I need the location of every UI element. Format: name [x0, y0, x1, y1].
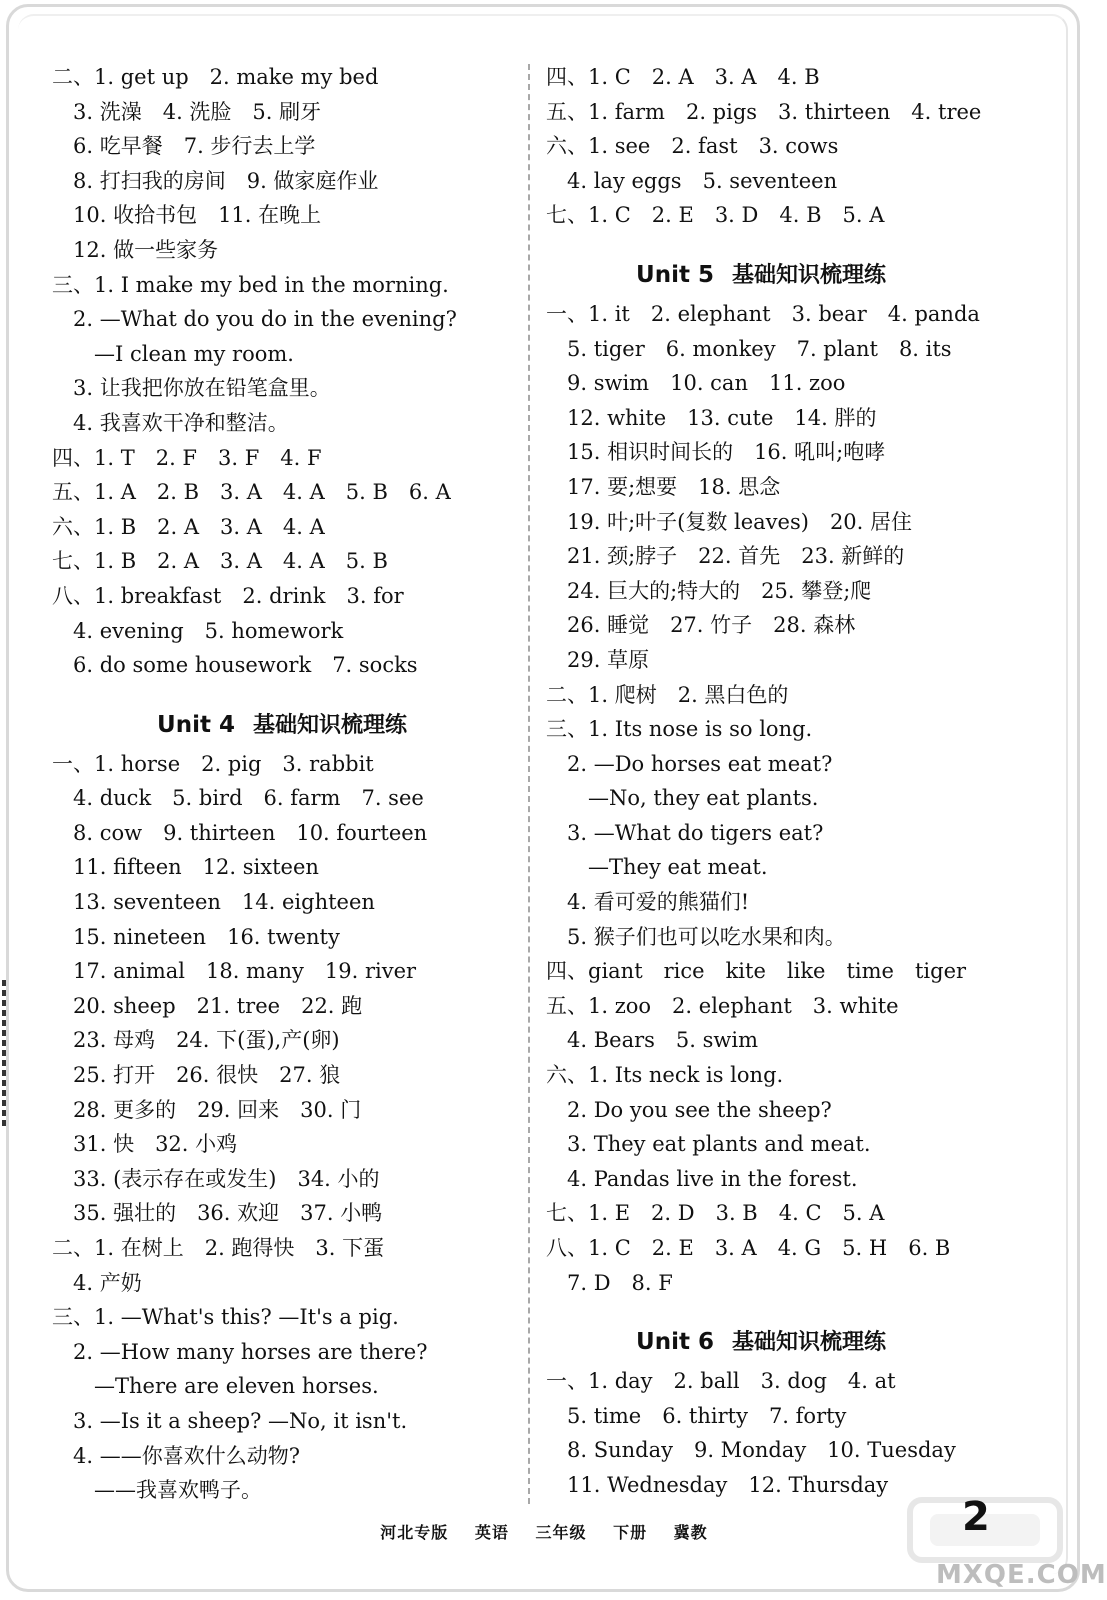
answer-line: 三、1. —What's this? —It's a pig.: [52, 1305, 399, 1330]
answer-line: 八、1. C 2. E 3. A 4. G 5. H 6. B: [546, 1236, 951, 1260]
answer-line: 28. 更多的 29. 回来 30. 门: [52, 1097, 362, 1122]
answer-line: 四、giant rice kite like time tiger: [546, 959, 967, 984]
answer-line: 三、1. I make my bed in the morning.: [52, 272, 449, 297]
answer-line: 12. 做一些家务: [52, 237, 219, 262]
answer-line: 4. 我喜欢干净和整洁。: [52, 410, 289, 435]
answer-line: 四、1. C 2. A 3. A 4. B: [546, 65, 820, 89]
answer-line: 二、1. 爬树 2. 黑白色的: [546, 682, 789, 707]
answer-line: 三、1. Its nose is so long.: [546, 717, 813, 742]
answer-line: ——我喜欢鸭子。: [52, 1478, 262, 1503]
answer-line: 4. ——你喜欢什么动物?: [52, 1443, 300, 1468]
page-number: 2: [962, 1494, 990, 1540]
answer-line: 4. 看可爱的熊猫们!: [546, 890, 750, 915]
answer-line: 一、1. it 2. elephant 3. bear 4. panda: [546, 301, 980, 326]
answer-line: 2. —Do horses eat meat?: [546, 751, 833, 776]
answer-line: 3. —What do tigers eat?: [546, 820, 824, 845]
answer-line: 23. 母鸡 24. 下(蛋),产(卵): [52, 1028, 340, 1053]
answer-line: 二、1. 在树上 2. 跑得快 3. 下蛋: [52, 1236, 385, 1260]
answer-line: —There are eleven horses.: [52, 1374, 379, 1399]
answer-line: 4. evening 5. homework: [52, 618, 344, 643]
right-column: [546, 60, 982, 1503]
answer-line: 33. (表示存在或发生) 34. 小的: [52, 1166, 380, 1191]
answer-line: 七、1. C 2. E 3. D 4. B 5. A: [546, 203, 885, 228]
answer-line: 一、1. day 2. ball 3. dog 4. at: [546, 1369, 896, 1394]
unit6-label: Unit 6: [636, 1329, 714, 1356]
unit5-title: 基础知识梳理练: [731, 262, 886, 288]
answer-line: 5. time 6. thirty 7. forty: [546, 1403, 847, 1428]
footer-volume: 下册: [613, 1523, 648, 1542]
answer-line: 七、1. B 2. A 3. A 4. A 5. B: [52, 549, 388, 574]
answer-line: 4. 产奶: [52, 1270, 142, 1295]
answer-line: 12. white 13. cute 14. 胖的: [546, 405, 877, 430]
answer-line: 20. sheep 21. tree 22. 跑: [52, 993, 363, 1018]
unit3-answers: [52, 60, 512, 683]
answer-line: —No, they eat plants.: [546, 786, 819, 811]
answer-line: 六、1. see 2. fast 3. cows: [546, 134, 839, 159]
unit5-heading: [546, 245, 976, 297]
binding-mark: [2, 980, 6, 1130]
answer-line: 五、1. A 2. B 3. A 4. A 5. B 6. A: [52, 480, 451, 505]
answer-line: 六、1. Its neck is long.: [546, 1063, 784, 1088]
footer-grade: 三年级: [535, 1523, 587, 1542]
answer-line: 25. 打开 26. 很快 27. 狼: [52, 1063, 341, 1088]
answer-line: 31. 快 32. 小鸡: [52, 1132, 238, 1157]
unit5-label: Unit 5: [636, 261, 714, 288]
answer-line: 26. 睡觉 27. 竹子 28. 森林: [546, 613, 856, 638]
answer-line: 29. 草原: [546, 647, 650, 672]
answer-line: 17. animal 18. many 19. river: [52, 959, 417, 984]
answer-line: 一、1. horse 2. pig 3. rabbit: [52, 751, 374, 776]
unit4-title: 基础知识梳理练: [252, 712, 407, 738]
answer-line: 7. D 8. F: [546, 1270, 673, 1295]
answer-line: 4. Pandas live in the forest.: [546, 1166, 858, 1191]
answer-line: 9. swim 10. can 11. zoo: [546, 371, 846, 396]
answer-line: 10. 收拾书包 11. 在晚上: [52, 203, 322, 228]
answer-line: 8. Sunday 9. Monday 10. Tuesday: [546, 1438, 956, 1463]
answer-line: 2. —What do you do in the evening?: [52, 307, 457, 332]
answer-line: 21. 颈;脖子 22. 首先 23. 新鲜的: [546, 544, 905, 569]
answer-line: 2. —How many horses are there?: [52, 1339, 428, 1364]
answer-line: 11. fifteen 12. sixteen: [52, 855, 319, 880]
answer-line: 17. 要;想要 18. 思念: [546, 474, 781, 499]
answer-line: 5. 猴子们也可以吃水果和肉。: [546, 924, 846, 949]
unit4-label: Unit 4: [157, 711, 235, 738]
answer-line: 3. They eat plants and meat.: [546, 1132, 871, 1157]
answer-line: 8. 打扫我的房间 9. 做家庭作业: [52, 168, 379, 193]
left-column: [52, 60, 512, 1508]
answer-line: —I clean my room.: [52, 341, 294, 366]
answer-line: 五、1. zoo 2. elephant 3. white: [546, 993, 899, 1018]
watermark-text: MXQE.COM: [936, 1560, 1107, 1590]
answer-line: 24. 巨大的;特大的 25. 攀登;爬: [546, 578, 872, 603]
answer-line: 六、1. B 2. A 3. A 4. A: [52, 514, 325, 539]
answer-line: 19. 叶;叶子(复数 leaves) 20. 居住: [546, 509, 913, 534]
answer-line: 15. 相识时间长的 16. 吼叫;咆哮: [546, 440, 886, 465]
answer-line: —They eat meat.: [546, 855, 768, 880]
unit6-answers: [546, 1364, 976, 1502]
answer-line: 五、1. farm 2. pigs 3. thirteen 4. tree: [546, 99, 982, 124]
answer-line: 35. 强壮的 36. 欢迎 37. 小鸭: [52, 1201, 383, 1226]
unit4-answers: [52, 747, 512, 1508]
answer-line: 5. tiger 6. monkey 7. plant 8. its: [546, 336, 952, 361]
answer-line: 八、1. breakfast 2. drink 3. for: [52, 583, 404, 608]
unit4-heading: [52, 695, 512, 747]
unit5-answers: [546, 297, 980, 1300]
footer-publisher: 冀教: [673, 1523, 708, 1542]
unit4-continued-answers: [546, 60, 982, 233]
answer-line: 4. duck 5. bird 6. farm 7. see: [52, 786, 424, 811]
answer-line: 6. do some housework 7. socks: [52, 653, 418, 678]
footer-subject: 英语: [474, 1523, 509, 1542]
answer-line: 3. —Is it a sheep? —No, it isn't.: [52, 1408, 408, 1433]
answer-line: 4. lay eggs 5. seventeen: [546, 168, 838, 193]
answer-line: 2. Do you see the sheep?: [546, 1097, 832, 1122]
answer-line: 8. cow 9. thirteen 10. fourteen: [52, 820, 428, 845]
answer-line: 11. Wednesday 12. Thursday: [546, 1472, 889, 1497]
unit6-title: 基础知识梳理练: [731, 1330, 886, 1356]
unit6-heading: [546, 1312, 976, 1364]
answer-line: 15. nineteen 16. twenty: [52, 924, 340, 949]
answer-line: 七、1. E 2. D 3. B 4. C 5. A: [546, 1201, 885, 1226]
answer-line: 4. Bears 5. swim: [546, 1028, 758, 1053]
answer-line: 13. seventeen 14. eighteen: [52, 890, 375, 915]
answer-line: 6. 吃早餐 7. 步行去上学: [52, 134, 316, 159]
column-divider: [528, 64, 530, 1504]
answer-line: 3. 洗澡 4. 洗脸 5. 刷牙: [52, 99, 322, 124]
answer-line: 四、1. T 2. F 3. F 4. F: [52, 445, 322, 470]
answer-line: 二、1. get up 2. make my bed: [52, 65, 379, 89]
answer-line: 3. 让我把你放在铅笔盒里。: [52, 376, 331, 401]
footer-edition: 河北专版: [380, 1523, 449, 1542]
